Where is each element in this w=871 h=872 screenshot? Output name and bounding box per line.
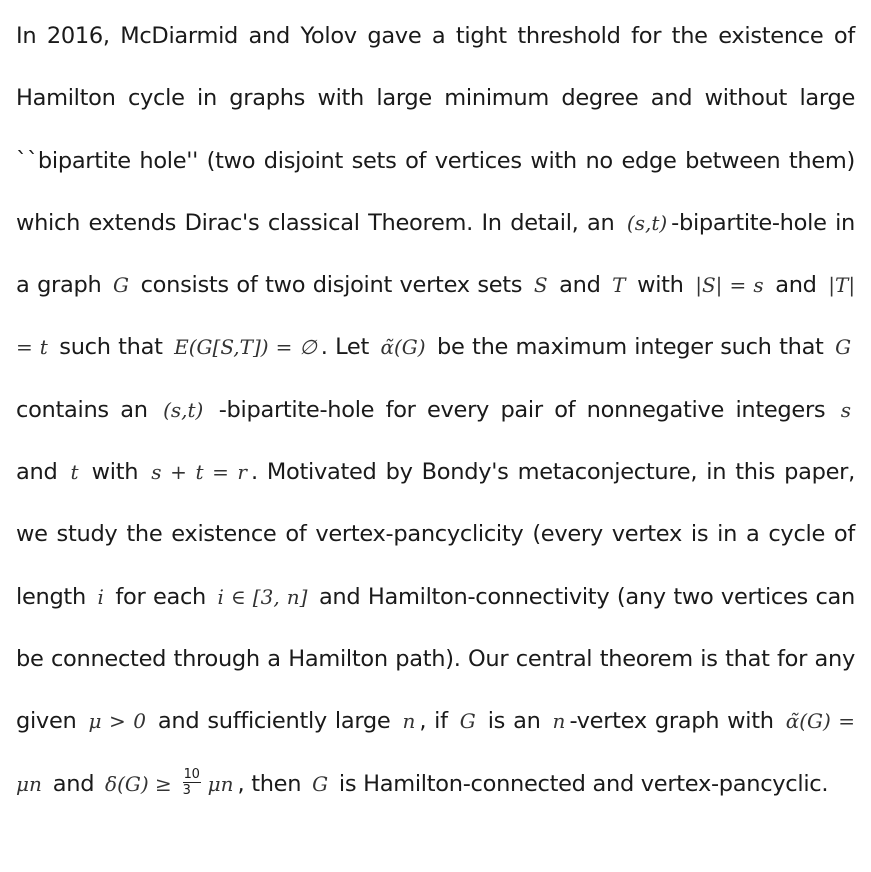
text-segment: , then bbox=[237, 770, 302, 797]
math-expression: i ∈ [3, n] bbox=[217, 584, 308, 609]
math-expression: E(G[S,T]) = ∅ bbox=[174, 335, 317, 360]
text-segment: , if bbox=[419, 708, 448, 735]
math-expression: G bbox=[312, 771, 329, 796]
fraction-denominator: 3 bbox=[182, 782, 191, 798]
math-expression: δ(G) ≥ bbox=[105, 771, 172, 796]
math-expression: |T| = t bbox=[16, 273, 856, 360]
text-segment: consists of two disjoint vertex sets bbox=[140, 272, 523, 299]
text-segment: and bbox=[16, 459, 58, 486]
text-segment: -bipartite-hole in a graph bbox=[16, 209, 855, 299]
math-expression: α̃(G) = μn bbox=[16, 709, 856, 796]
math-expression: μn bbox=[207, 771, 234, 796]
text-segment: and sufficiently large bbox=[157, 708, 391, 735]
math-expression: n bbox=[402, 709, 416, 734]
abstract-paragraph bbox=[16, 0, 855, 815]
text-segment: -bipartite-hole for every pair of nonnegative integers bbox=[218, 396, 826, 423]
math-expression: T bbox=[612, 273, 626, 298]
math-expression: G bbox=[835, 335, 852, 360]
text-segment: -vertex graph with bbox=[569, 708, 774, 735]
fraction-numerator: 10 bbox=[183, 766, 200, 782]
math-expression: s bbox=[840, 397, 851, 422]
text-segment: contains an bbox=[16, 396, 148, 423]
math-expression: (s,t) bbox=[163, 397, 204, 422]
text-segment: and Hamilton-connectivity (any two vertices can be connected through a Hamilton path). Our central theorem is that for any given bbox=[16, 583, 855, 735]
math-expression: G bbox=[459, 709, 476, 734]
text-segment: for each bbox=[115, 583, 207, 610]
text-segment: In 2016, McDiarmid and Yolov gave a tight threshold for the existence of Hamilton cycle in graphs with large minimum degree and without large ``bipartite hole'' (two disjoint sets of vertices with no edge between them) which extends Dirac's classical Theorem. In detail, an bbox=[16, 23, 855, 236]
text-segment: . Let bbox=[320, 334, 369, 361]
text-segment: such that bbox=[59, 334, 163, 361]
text-segment: and bbox=[52, 770, 95, 797]
math-expression: t bbox=[70, 460, 79, 485]
text-segment: is an bbox=[487, 708, 541, 735]
fraction bbox=[183, 767, 201, 798]
text-segment: with bbox=[637, 272, 684, 299]
text-segment: . Motivated by Bondy's metaconjecture, in this paper, we study the existence of vertex-pancyclicity (every vertex is in a cycle of length bbox=[16, 459, 855, 610]
math-expression: i bbox=[97, 584, 104, 609]
math-expression: |S| = s bbox=[695, 273, 764, 298]
text-segment: and bbox=[775, 272, 817, 299]
text-segment: is Hamilton-connected and vertex-pancyclic. bbox=[338, 770, 829, 797]
text-segment: with bbox=[91, 459, 139, 486]
math-expression: (s,t) bbox=[626, 210, 668, 235]
text-segment: be the maximum integer such that bbox=[437, 334, 824, 361]
math-expression: n bbox=[552, 709, 566, 734]
math-expression: s + t = r bbox=[151, 460, 247, 485]
text-segment: and bbox=[559, 272, 601, 299]
math-expression: G bbox=[113, 273, 130, 298]
math-expression: α̃(G) bbox=[380, 335, 426, 360]
math-expression: S bbox=[533, 273, 548, 298]
math-expression: μ > 0 bbox=[88, 709, 146, 734]
